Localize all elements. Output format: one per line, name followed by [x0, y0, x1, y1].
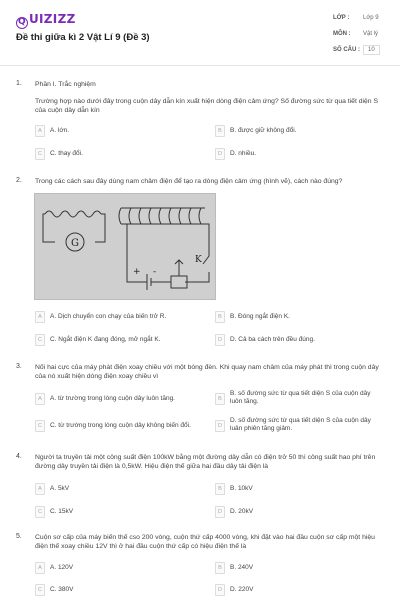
option-text: D. nhiều.	[230, 150, 257, 157]
option-letter: A	[35, 393, 45, 405]
question-text: Nối hai cực của máy phát điện xoay chiều với một bóng đèn. Khi quay nam châm của máy phát thì trong cuộn dây của nó xuất hiện dòng điện xoay chiều vì	[35, 364, 379, 380]
count-value: 10	[363, 45, 380, 55]
option-text: A. 5kV	[50, 485, 70, 492]
option-text: C. 380V	[50, 586, 74, 593]
option-letter: A	[35, 562, 45, 574]
count-label: SỐ CÂU :	[333, 47, 360, 53]
switch-label: K	[195, 255, 202, 265]
plus-label: +	[133, 267, 141, 277]
subject-label: MÔN :	[333, 31, 351, 37]
option-text: B. 240V	[230, 564, 254, 571]
option-text: B. Đóng ngắt điện K.	[230, 313, 290, 320]
worksheet-header	[0, 0, 400, 66]
option-letter: C	[35, 334, 45, 346]
option-letter: C	[35, 584, 45, 596]
class-label: LỚP :	[333, 15, 350, 21]
option-letter: A	[35, 311, 45, 323]
option-letter: D	[215, 506, 225, 518]
option-letter: D	[215, 334, 225, 346]
question-number: 5.	[16, 533, 22, 540]
option-letter: C	[35, 506, 45, 518]
option-letter: C	[35, 148, 45, 160]
option-letter: B	[215, 311, 225, 323]
question-text: Trong các cách sau đây dùng nam châm điện để tạo ra dòng điện cảm ứng (hình vẽ), cách nào đúng?	[35, 178, 343, 185]
option-text: B. 10kV	[230, 485, 253, 492]
option-text: B. số đường sức từ qua tiết diện S của cuộn dây luôn tăng.	[230, 390, 371, 405]
page-title: Đề thi giữa kì 2 Vật Lí 9 (Đề 3)	[16, 32, 150, 43]
option-letter: B	[215, 125, 225, 137]
option-text: A. Dịch chuyển con chạy của biến trở R.	[50, 313, 167, 320]
option-letter: B	[215, 483, 225, 495]
option-text: D. Cả ba cách trên đều đúng.	[230, 336, 315, 343]
question-text: Trường hợp nào dưới đây trong cuộn dây dẫn kín xuất hiện dòng điện cảm ứng? Số đường sức từ qua tiết diện S của cuộn dây dẫn kín	[35, 98, 379, 114]
option-text: C. 15kV	[50, 508, 74, 515]
option-text: A. 120V	[50, 564, 74, 571]
class-value: Lớp 9	[363, 15, 379, 21]
galvanometer-label: G	[71, 238, 79, 249]
subject-row	[333, 28, 389, 42]
subject-value: Vật lý	[363, 31, 379, 37]
logo-q-icon: Q	[16, 17, 28, 29]
option-letter: A	[35, 125, 45, 137]
option-text: C. từ trường trong lòng cuộn dây không biến đổi.	[50, 422, 191, 429]
option-text: A. từ trường trong lòng cuộn dây luôn tăng.	[50, 395, 175, 402]
option-letter: A	[35, 483, 45, 495]
option-text: C. thay đổi.	[50, 150, 83, 157]
option-letter: B	[215, 562, 225, 574]
option-letter: D	[215, 420, 225, 432]
option-text: D. số đường sức từ qua tiết diện S của cuộn dây luân phiên tăng giảm.	[230, 417, 371, 432]
question-number: 3.	[16, 363, 22, 370]
count-row	[333, 44, 389, 58]
class-row	[333, 12, 389, 26]
question-number: 2.	[16, 177, 22, 184]
option-text: D. 20kV	[230, 508, 254, 515]
question-text: Người ta truyền tải một công suất điện 100kW bằng một đường dây dẫn có điện trở 50 thì công suất hao phí trên đường dây truyền tải điện là 0,5kW. Hiệu điện thế giữa hai đầu dây tải điện là	[35, 454, 376, 470]
minus-label: -	[153, 267, 157, 277]
option-letter: C	[35, 420, 45, 432]
option-text: B. được giữ không đổi.	[230, 127, 297, 134]
option-letter: D	[215, 148, 225, 160]
section-heading: Phần I. Trắc nghiệm	[35, 81, 96, 88]
option-text: C. Ngắt điện K đang đóng, mở ngắt K.	[50, 336, 161, 343]
quizizz-logo: Q UIZIZZ	[16, 12, 76, 29]
option-text: A. lớn.	[50, 127, 70, 134]
circuit-drawing	[35, 194, 217, 301]
option-letter: B	[215, 393, 225, 405]
question-number: 4.	[16, 453, 22, 460]
question-number: 1.	[16, 80, 22, 87]
option-text: D. 220V	[230, 586, 254, 593]
question-text: Cuộn sơ cấp của máy biến thế cso 200 vòng, cuộn thứ cấp 4000 vòng, khi đặt vào hai đầu cuộn sơ cấp một hiệu điện thế xoay chiều 12V thì ở hai đầu cuộn thứ cấp có hiệu điện thế là	[35, 534, 375, 550]
circuit-figure	[34, 193, 216, 300]
option-letter: D	[215, 584, 225, 596]
